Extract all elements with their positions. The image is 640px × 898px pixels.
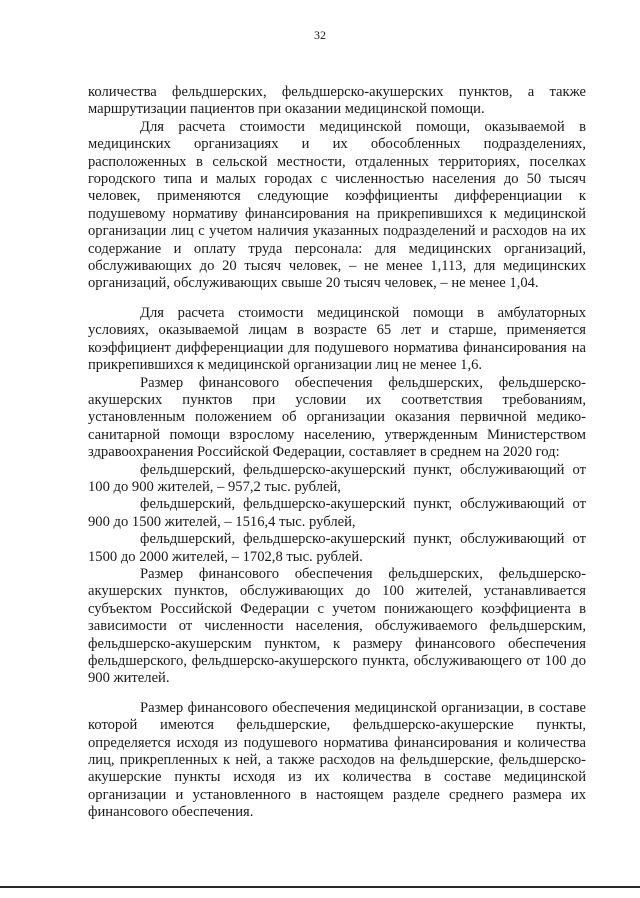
paragraph-organization-funding: Размер финансового обеспечения медицинской организации, в составе которой имеются фельдшерские, фельдшерско-акушерские пункты, определяется исходя из подушевого норматива финансирования и количества лиц, прикрепленных к ней, а также расходов на фельдшерские, фельдшерско-акушерские пункты исходя из их количества в составе медицинской организации и установленного в настоящем разделе среднего размера их финансового обеспечения. bbox=[88, 699, 586, 821]
scan-bottom-edge-line bbox=[0, 886, 640, 888]
page-number: 32 bbox=[314, 28, 326, 42]
paragraph-fap-under-100: Размер финансового обеспечения фельдшерских, фельдшерско-акушерских пунктов, обслуживающих до 100 жителей, устанавливается субъектом Российской Федерации с учетом понижающего коэффициента в зависимости от численности населения, обслуживаемого фельдшерским, фельдшерско-акушерским пунктом, к размеру финансового обеспечения фельдшерского, фельдшерско-акушерского пункта, обслуживающего от 100 до 900 жителей. bbox=[88, 565, 586, 687]
paragraph-fap-funding-size: Размер финансового обеспечения фельдшерских, фельдшерско-акушерских пунктов при условии их соответствия требованиям, установленным положением об организации оказания первичной медико-санитарной помощи взрослому населению, утвержденным Министерством здравоохранения Российской Федерации, составляет в среднем на 2020 год: bbox=[88, 374, 586, 461]
paragraph-elderly-coefficient: Для расчета стоимости медицинской помощи в амбулаторных условиях, оказываемой лицам в возрасте 65 лет и старше, применяется коэффициент дифференциации для подушевого норматива финансирования на прикрепившихся к медицинской организации лиц не менее 1,6. bbox=[88, 304, 586, 374]
list-item-fap-100-900: фельдшерский, фельдшерско-акушерский пункт, обслуживающий от 100 до 900 жителей, – 957,2 тыс. рублей, bbox=[88, 461, 586, 495]
list-item-fap-1500-2000: фельдшерский, фельдшерско-акушерский пункт, обслуживающий от 1500 до 2000 жителей, – 1702,8 тыс. рублей. bbox=[88, 531, 586, 565]
document-body bbox=[88, 84, 586, 822]
paragraph-rural-coefficients: Для расчета стоимости медицинской помощи, оказываемой в медицинских организациях и их обособленных подразделениях, расположенных в сельской местности, отдаленных территориях, поселках городского типа и малых городах с численностью населения до 50 тысяч человек, применяются следующие коэффициенты дифференциации к подушевому нормативу финансирования на прикрепившихся к медицинской организации лиц с учетом наличия указанных подразделений и расходов на их содержание и оплату труда персонала: для медицинских организаций, обслуживающих до 20 тысяч человек, – не менее 1,113, для медицинских организаций, обслуживающих свыше 20 тысяч человек, – не менее 1,04. bbox=[88, 118, 586, 292]
list-item-fap-900-1500: фельдшерский, фельдшерско-акушерский пункт, обслуживающий от 900 до 1500 жителей, – 1516,4 тыс. рублей, bbox=[88, 496, 586, 530]
paragraph-continuation: количества фельдшерских, фельдшерско-акушерских пунктов, а также маршрутизации пациентов при оказании медицинской помощи. bbox=[88, 84, 586, 118]
